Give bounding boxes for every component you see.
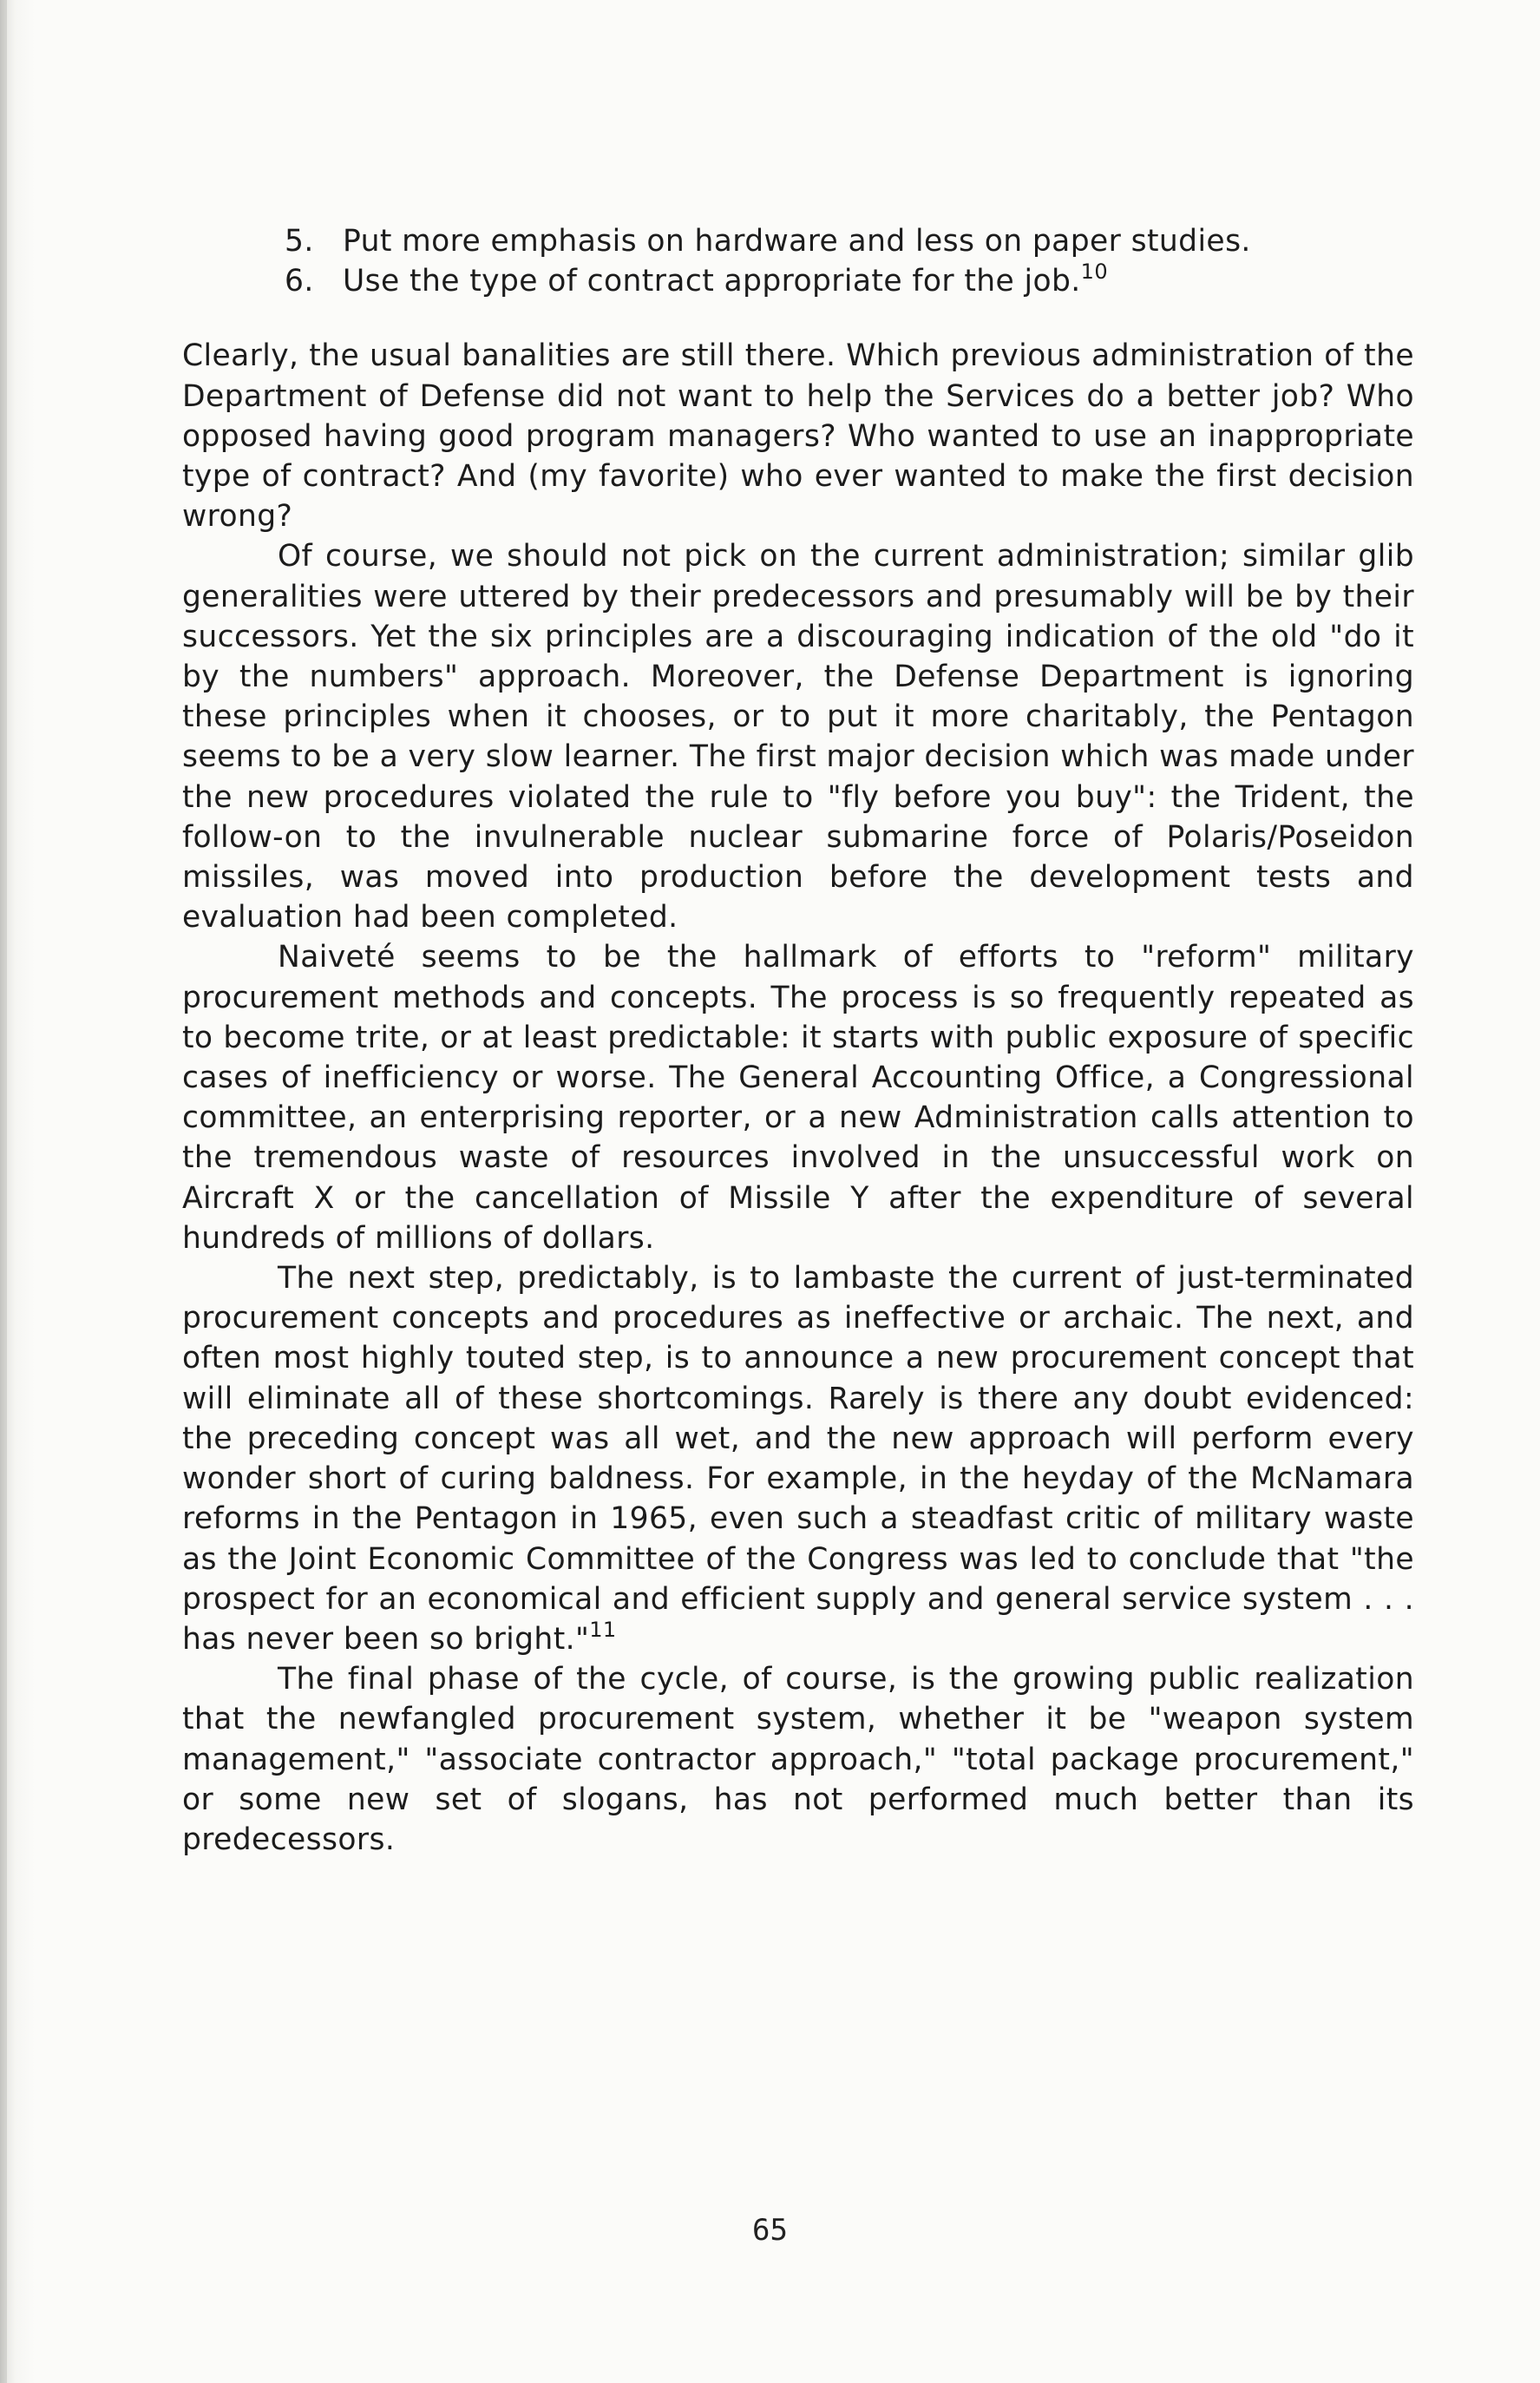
list-item-text <box>343 261 1280 301</box>
page-number: 65 <box>752 2213 788 2248</box>
list-item-text-body: Use the type of contract appropriate for the job. <box>343 264 1081 299</box>
footnote-marker: 10 <box>1080 259 1109 285</box>
list-item <box>182 261 1280 301</box>
page-edge-shadow <box>0 0 7 2383</box>
paragraph: Naiveté seems to be the hallmark of efforts to "reform" military procurement methods and concepts. The process is so frequently repeated as to become trite, or at least predictable: it starts with public exposure of specific cases of inefficiency or worse. The General Accounting Office, a Congressional committee, an enterprising reporter, or a new Administration calls attention to the tremendous waste of resources involved in the unsuccessful work on Aircraft X or the cancellation of Missile Y after the expenditure of several hundreds of millions of dollars. <box>182 940 1414 1256</box>
list-item <box>182 221 1280 261</box>
numbered-list <box>182 221 1414 301</box>
page-text-block <box>182 221 1414 1860</box>
paragraph: Of course, we should not pick on the current administration; similar glib generalities were uttered by their predecessors and presumably will be by their successors. Yet the six principles are a discouraging indication of the old "do it by the numbers" approach. Moreover, the Defense Department is ignoring these principles when it chooses, or to put it more charitably, the Pentagon seems to be a very slow learner. The first major decision which was made under the new procedures violated the rule to "fly before you buy": the Trident, the follow-on to the invulnerable nuclear submarine force of Polaris/Poseidon missiles, was moved into production before the development tests and evaluation had been completed. <box>182 539 1414 935</box>
footnote-marker: 11 <box>589 1617 617 1642</box>
paragraph <box>182 1258 1414 1659</box>
paragraph: Clearly, the usual banalities are still there. Which previous administration of the Department of Defense did not want to help the Services do a better job? Who opposed having good program managers? Who wanted to use an inappropriate type of contract? And (my favorite) who ever wanted to make the first decision wrong? <box>182 338 1414 535</box>
list-item-number: 5. <box>285 224 314 259</box>
paragraph: The final phase of the cycle, of course, is the growing public realization that the newfangled procurement system, whether it be "weapon system management," "associate contractor approach," "total package procurement," or some new set of slogans, has not performed much better than its predecessors. <box>182 1662 1414 1857</box>
list-item-number: 6. <box>285 264 314 299</box>
paragraph-text: The next step, predictably, is to lambaste the current of just-terminated procurement concepts and procedures as ineffective or archaic. The next, and often most highly touted step, is to announce a new procurement concept that will eliminate all of these shortcomings. Rarely is there any doubt evidenced: the preceding concept was all wet, and the new approach will perform every wonder short of curing baldness. For example, in the heyday of the McNamara reforms in the Pentagon in 1965, even such a steadfast critic of military waste as the Joint Economic Committee of the Congress was led to conclude that "the prospect for an economical and efficient supply and general service system . . . has never been so bright." <box>182 1261 1414 1657</box>
list-item-text: Put more emphasis on hardware and less on paper studies. <box>343 224 1251 259</box>
body-paragraphs <box>182 336 1414 1860</box>
